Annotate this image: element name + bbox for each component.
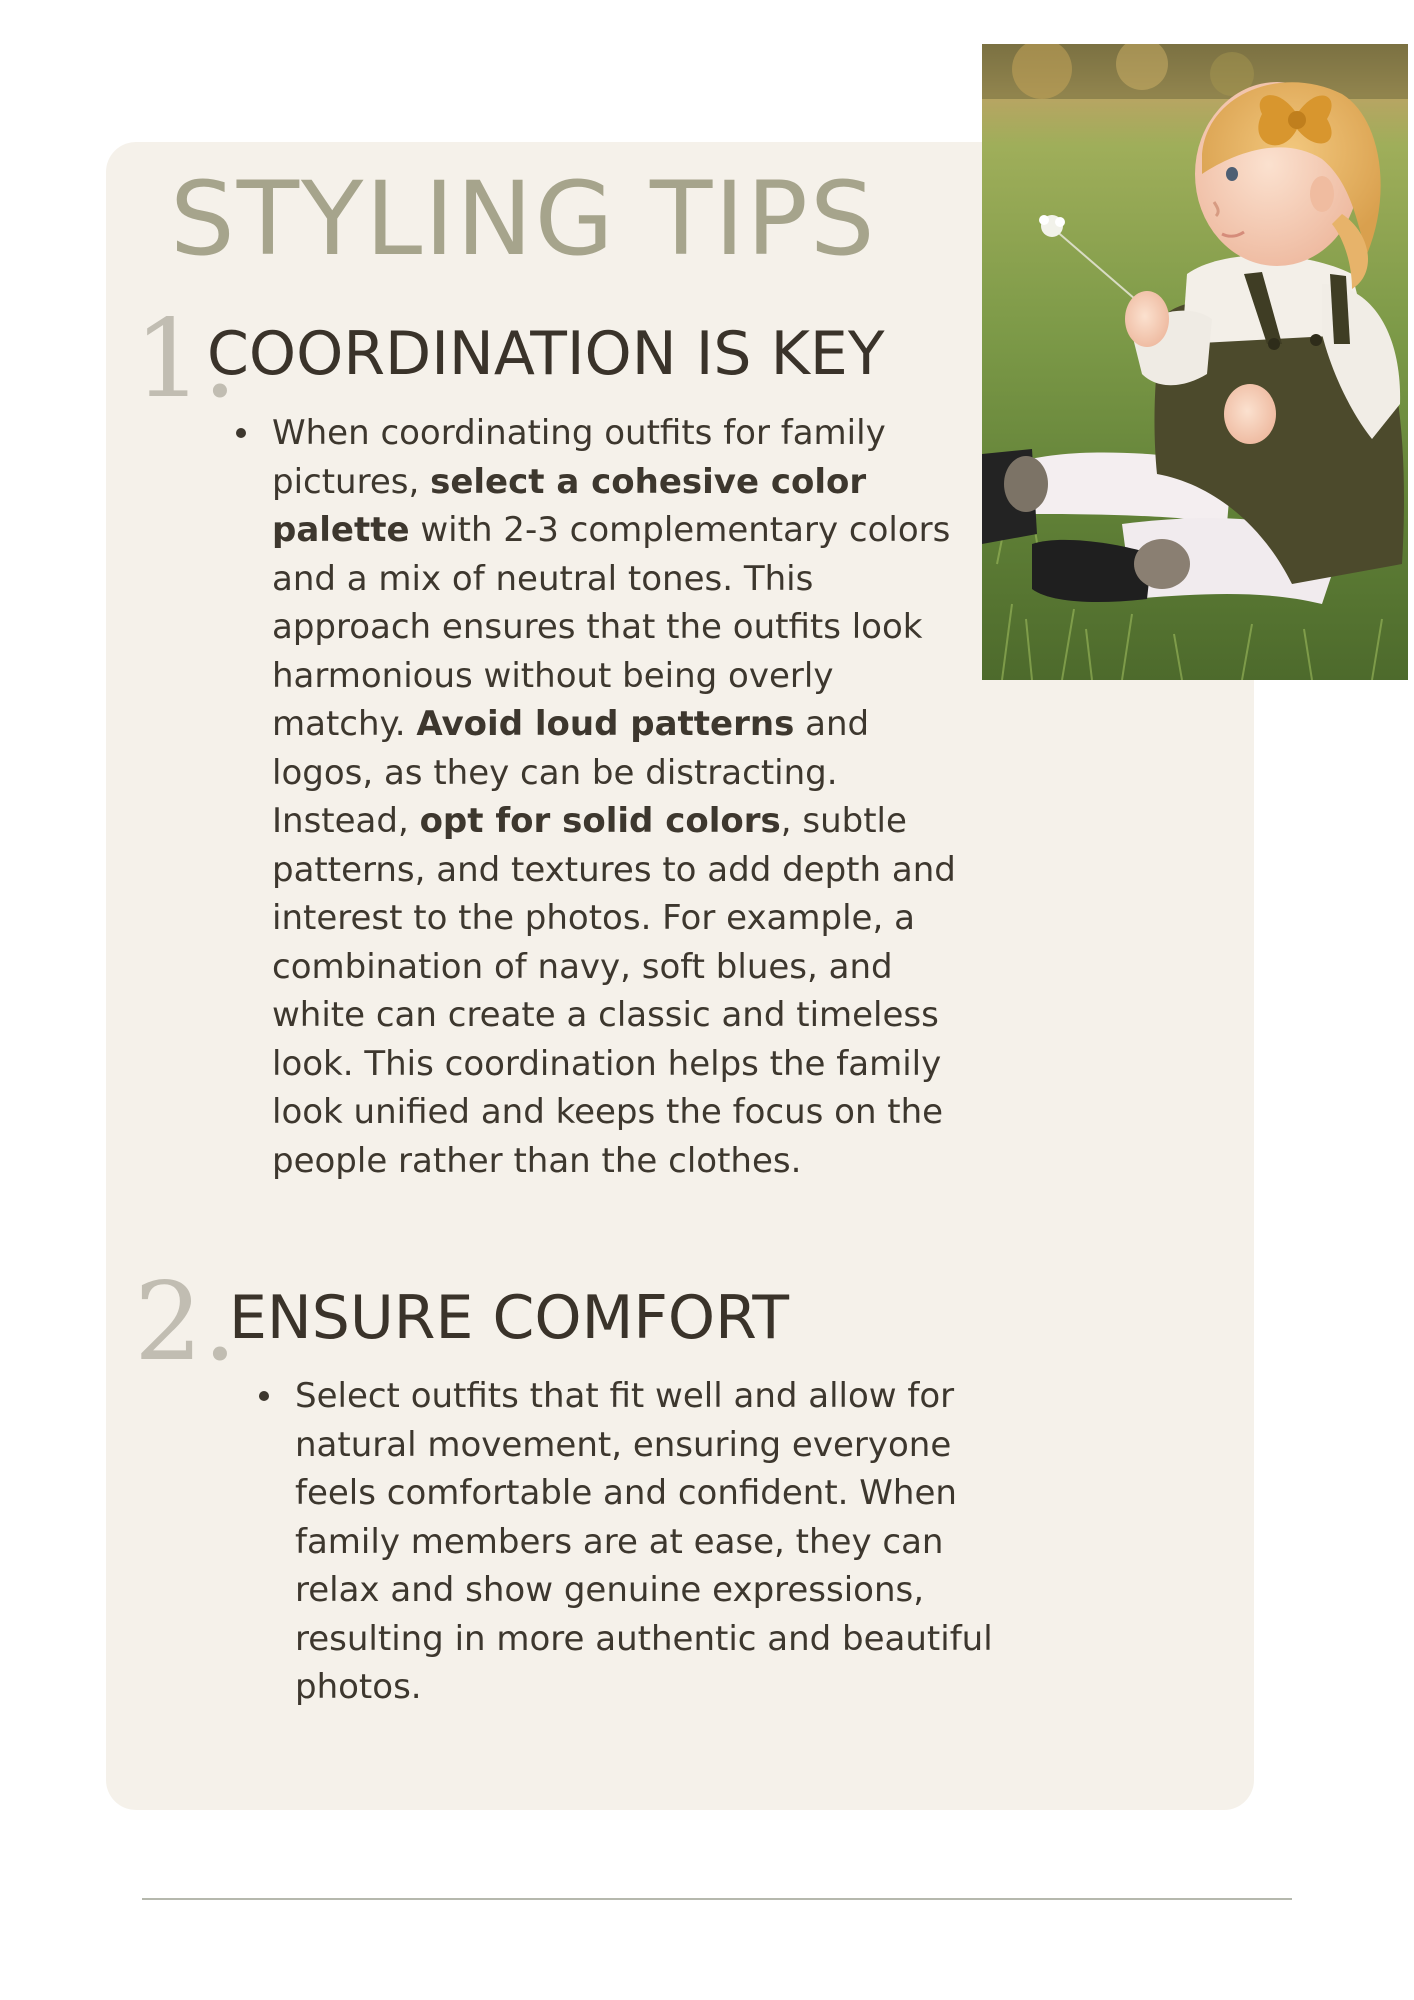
bullet-text: , subtle patterns, and textures to add depth and interest to the photos. For example, a combination of navy, soft blues, and white can create a classic and timeless look. This coordination helps the family look unified and keeps the focus on the people rather than the clothes. <box>272 801 956 1181</box>
bullet-dot <box>236 428 246 438</box>
bullet-list <box>295 1372 1015 1712</box>
bullet-dot <box>259 1391 269 1401</box>
bullet-text: When coordinating outfits for family pictures, <box>272 413 886 502</box>
bullet-text: and logos, as they can be distracting. Instead, <box>272 704 870 841</box>
bullet-list <box>272 409 972 1185</box>
bullet-text: with 2-3 complementary colors and a mix of neutral tones. This approach ensures that the outfits look harmonious without being overly matchy. <box>272 510 951 744</box>
section-heading: ENSURE COMFORT <box>229 1283 790 1353</box>
bullet-text: Select outfits that fit well and allow for natural movement, ensuring everyone feels comfortable and confident. When family members are at ease, they can relax and show genuine expressions, resulting in more authentic and beautiful photos. <box>295 1376 993 1707</box>
bullet-emphasis: Avoid loud patterns <box>416 704 795 744</box>
bullet-emphasis: opt for solid colors <box>419 801 781 841</box>
section-heading: COORDINATION IS KEY <box>207 319 885 389</box>
list-item <box>272 409 972 1185</box>
bullet-emphasis: select a cohesive color palette <box>272 461 867 550</box>
toddler-photo <box>982 44 1408 680</box>
section-number: 2. <box>134 1260 238 1385</box>
toddler-in-grass-image <box>982 44 1408 680</box>
page-title: STYLING TIPS <box>170 160 877 279</box>
list-item <box>295 1372 1015 1712</box>
divider-rule <box>142 1898 1292 1900</box>
section-number: 1. <box>134 297 238 422</box>
